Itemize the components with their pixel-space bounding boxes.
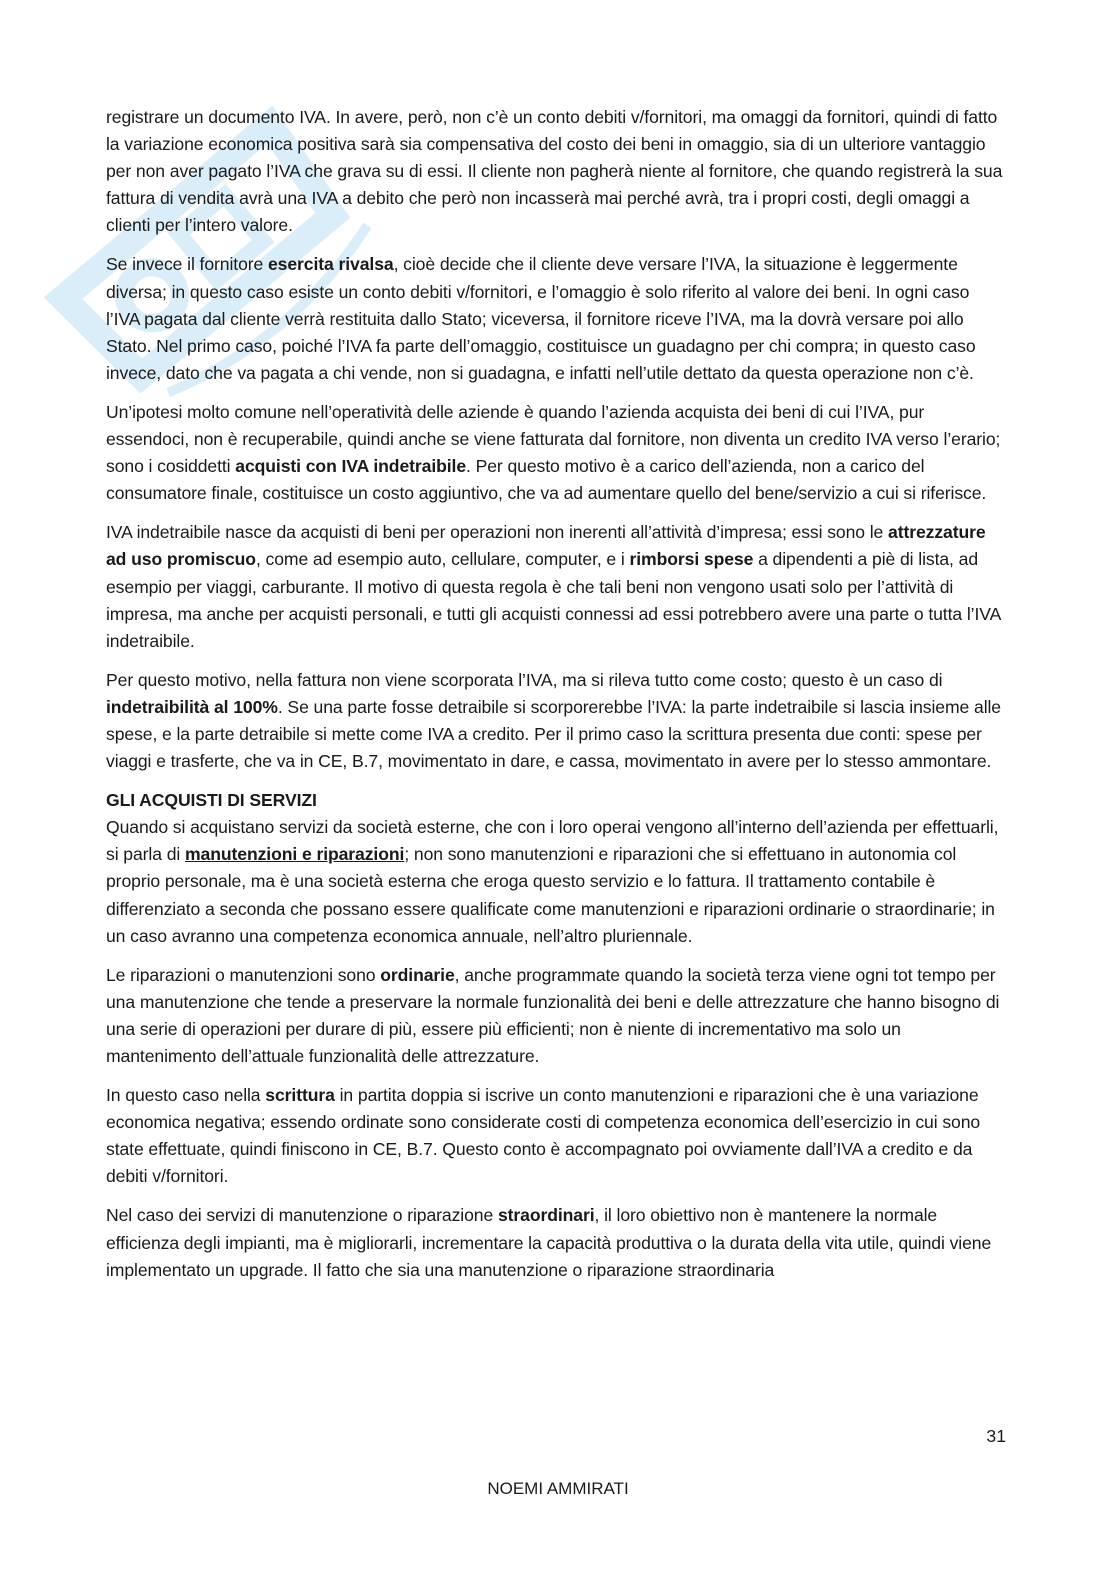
- bold-term: attrezzature ad uso promiscuo: [106, 522, 986, 570]
- text-run: , il loro obiettivo non è mantenere la normale efficienza degli impianti, ma è migliorarli, incrementare la capacità produttiva o la durata della vita utile, quindi viene implementato un upgrade. Il fatto che sia una manutenzione o riparazione straordinaria: [106, 1205, 992, 1280]
- text-run: Se invece il fornitore: [106, 254, 268, 275]
- text-run: , anche programmate quando la società terza viene ogni tot tempo per una manutenzione che tende a preservare la normale funzionalità dei beni e delle attrezzature che hanno bisogno di una serie di operazioni per durare di più, essere più efficienti; non è niente di incrementativo ma solo un mantenimento dell’attuale funzionalità delle attrezzature.: [106, 964, 1000, 1066]
- paragraph: [106, 519, 1006, 654]
- section-paragraphs: [106, 814, 1006, 1284]
- paragraph: [106, 962, 1006, 1070]
- text-run: Nel caso dei servizi di manutenzione o riparazione: [106, 1205, 498, 1226]
- paragraph: [106, 399, 1006, 507]
- text-run: Quando si acquistano servizi da società esterne, che con i loro operai vengono all’interno dell’azienda per effettuarli, si parla di: [106, 817, 999, 865]
- text-run: . Per questo motivo è a carico dell’azienda, non a carico del consumatore finale, costituisce un costo aggiuntivo, che va ad aumentare quello del bene/servizio a cui si riferisce.: [106, 456, 987, 504]
- page-body: [106, 104, 1006, 1296]
- text-run: Per questo motivo, nella fattura non viene scorporata l’IVA, ma si rileva tutto come costo; questo è un caso di: [106, 669, 943, 690]
- bold-term: manutenzioni e riparazioni: [185, 844, 405, 865]
- text-run: In questo caso nella: [106, 1085, 266, 1106]
- paragraph: [106, 667, 1006, 775]
- text-run: registrare un documento IVA. In avere, però, non c’è un conto debiti v/fornitori, ma omaggi da fornitori, quindi di fatto la variazione economica positiva sarà sia compensativa del costo dei beni in omaggio, sia di un ulteriore vantaggio per non aver pagato l’IVA che grava su di essi. Il cliente non pagherà niente al fornitore, che quando registrerà la sua fattura di vendita avrà una IVA a debito che però non incasserà mai perché avrà, tra i propri costi, degli omaggi a clienti per l’intero valore.: [106, 107, 1003, 236]
- paragraph: [106, 1082, 1006, 1190]
- text-run: IVA indetraibile nasce da acquisti di beni per operazioni non inerenti all’attività d’impresa; essi sono le: [106, 522, 889, 543]
- main-paragraphs: [106, 104, 1006, 775]
- paragraph: [106, 814, 1006, 949]
- bold-term: esercita rivalsa: [268, 254, 394, 275]
- bold-term: acquisti con IVA indetraibile: [235, 456, 467, 477]
- text-run: , cioè decide che il cliente deve versare l’IVA, la situazione è leggermente diversa; in questo caso esiste un conto debiti v/fornitori, e l’omaggio è solo riferito al valore dei beni. In ogni caso l’IVA pagata dal cliente verrà restituita dallo Stato; viceversa, il fornitore riceve l’IVA, ma la dovrà versare poi allo Stato. Nel primo caso, poiché l’IVA fa parte dell’omaggio, costituisce un guadagno per chi compra; in questo caso invece, dato che va pagata a chi vende, non si guadagna, e infatti nell’utile dettato da questa operazione non c’è.: [106, 254, 976, 383]
- bold-term: rimborsi spese: [629, 549, 754, 570]
- paragraph: [106, 1202, 1006, 1283]
- text-run: in partita doppia si iscrive un conto manutenzioni e riparazioni che è una variazione economica negativa; essendo ordinate sono considerate costi di competenza economica dell’esercizio in cui sono state effettuate, quindi finiscono in CE, B.7. Questo conto è accompagnato poi ovviamente dall’IVA a credito e da debiti v/fornitori.: [106, 1085, 981, 1187]
- footer-author: NOEMI AMMIRATI: [487, 1479, 629, 1498]
- text-run: a dipendenti a piè di lista, ad esempio per viaggi, carburante. Il motivo di questa regola è che tali beni non vengono usati solo per l’attività di impresa, ma anche per acquisti personali, e tutti gli acquisti connessi ad essi potrebbero avere una parte o tutta l’IVA indetraibile.: [106, 549, 1001, 651]
- bold-term: straordinari: [497, 1205, 595, 1226]
- paragraph: [106, 104, 1006, 239]
- text-run: . Se una parte fosse detraibile si scorporerebbe l’IVA: la parte indetraibile si lascia insieme alle spese, e la parte detraibile si mette come IVA a credito. Per il primo caso la scrittura presenta due conti: spese per viaggi e trasferte, che va in CE, B.7, movimentato in dare, e cassa, movimentato in avere per lo stesso ammontare.: [106, 696, 1001, 772]
- text-run: Le riparazioni o manutenzioni sono: [106, 964, 381, 985]
- bold-term: indetraibilità al 100%: [106, 696, 278, 717]
- bold-term: scrittura: [265, 1085, 335, 1106]
- section-heading: GLI ACQUISTI DI SERVIZI: [106, 790, 317, 811]
- text-run: Un’ipotesi molto comune nell’operatività delle aziende è quando l’azienda acquista dei beni di cui l’IVA, pur essendoci, non è recuperabile, quindi anche se viene fatturata dal fornitore, non diventa un credito IVA verso l’erario; sono i cosiddetti: [106, 401, 1001, 477]
- paragraph: [106, 251, 1006, 386]
- page-number: 31: [986, 1426, 1006, 1446]
- text-run: , come ad esempio auto, cellulare, computer, e i: [255, 549, 630, 570]
- text-run: ; non sono manutenzioni e riparazioni che si effettuano in autonomia col proprio personale, ma è una società esterna che eroga questo servizio e lo fattura. Il trattamento contabile è differenziato a seconda che possano essere qualificate come manutenzioni e riparazioni ordinarie o straordinarie; in un caso avranno una competenza economica annuale, nell’altro pluriennale.: [106, 844, 995, 946]
- bold-term: ordinarie: [380, 964, 455, 985]
